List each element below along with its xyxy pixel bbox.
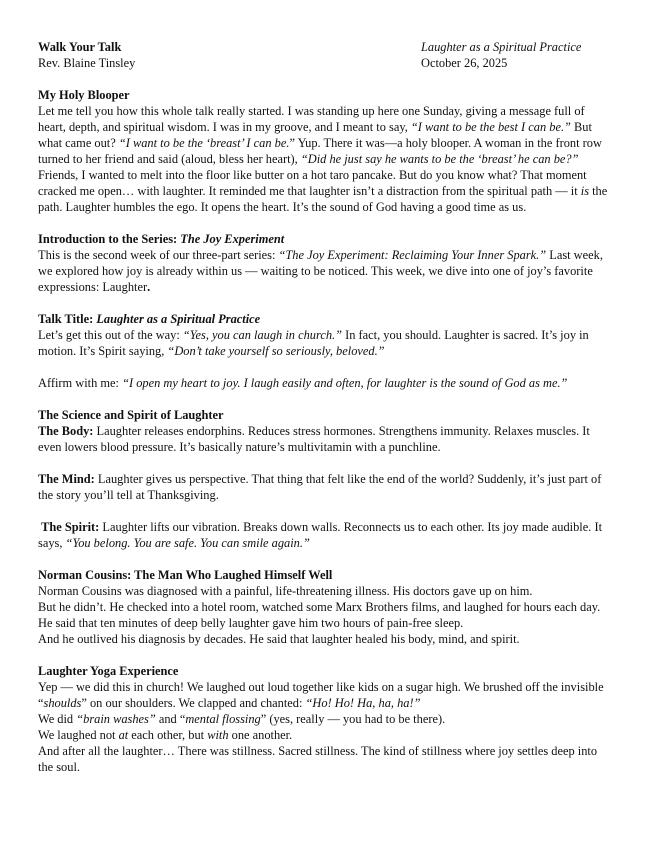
section-yoga — [38, 663, 613, 775]
section-intro — [38, 231, 613, 295]
paragraph-body: The Body: Laughter releases endorphins. Reduces stress hormones. Strengthens immunity. Relaxes muscles. It even lowers blood pressure. It’s basically nature’s multivitamin with a punchline. — [38, 424, 590, 454]
author-name: Rev. Blaine Tinsley — [38, 56, 136, 70]
section-heading: Norman Cousins: The Man Who Laughed Himself Well — [38, 568, 333, 582]
section-blooper — [38, 87, 613, 215]
section-heading: Talk Title: Laughter as a Spiritual Practice — [38, 312, 261, 326]
paragraph: This is the second week of our three-part series: “The Joy Experiment: Reclaiming Your Inner Spark.” Last week, we explored how joy is already within us — waiting to be noticed. This week, we dive into one of joy’s favorite expressions: Laughter. — [38, 248, 603, 294]
talk-date: October 26, 2025 — [421, 56, 508, 70]
section-heading: Laughter Yoga Experience — [38, 664, 179, 678]
section-heading: The Science and Spirit of Laughter — [38, 408, 224, 422]
paragraph: And after all the laughter… There was stillness. Sacred stillness. The kind of stillness where joy settles deep into the soul. — [38, 744, 598, 774]
paragraph: Let’s get this out of the way: “Yes, you can laugh in church.” In fact, you should. Laughter is sacred. It’s joy in motion. It’s Spirit saying, “Don’t take yourself so seriously, beloved.” — [38, 328, 589, 358]
series-title: Walk Your Talk — [38, 40, 122, 54]
paragraph: Yep — we did this in church! We laughed out loud together like kids on a sugar high. We brushed off the invisible “shoulds” on our shoulders. We clapped and chanted: “Ho! Ho! Ha, ha, ha!” — [38, 680, 604, 710]
paragraph: But he didn’t. He checked into a hotel room, watched some Marx Brothers films, and laughed for hours each day. He said that ten minutes of deep belly laughter gave him two hours of pain-free sleep. — [38, 600, 601, 630]
section-science — [38, 407, 613, 551]
affirmation: Affirm with me: “I open my heart to joy. I laugh easily and often, for laughter is the sound of God as me.” — [38, 376, 568, 390]
section-heading: My Holy Blooper — [38, 88, 130, 102]
paragraph: We did “brain washes” and “mental flossing” (yes, really — you had to be there). — [38, 712, 446, 726]
paragraph-spirit: The Spirit: Laughter lifts our vibration. Breaks down walls. Reconnects us to each other. Its joy made audible. It says, “You belong. You are safe. You can smile again.” — [38, 520, 603, 550]
section-heading: Introduction to the Series: The Joy Experiment — [38, 232, 285, 246]
paragraph: And he outlived his diagnosis by decades. He said that laughter healed his body, mind, and spirit. — [38, 632, 520, 646]
talk-subtitle: Laughter as a Spiritual Practice — [421, 40, 582, 54]
document-body — [38, 87, 613, 791]
paragraph: Norman Cousins was diagnosed with a painful, life-threatening illness. His doctors gave up on him. — [38, 584, 533, 598]
header-right — [421, 39, 581, 71]
section-talk-title — [38, 311, 613, 391]
paragraph: We laughed not at each other, but with one another. — [38, 728, 293, 742]
header-left — [38, 39, 135, 71]
paragraph-mind: The Mind: Laughter gives us perspective. That thing that felt like the end of the world? Suddenly, it’s just part of the story you’ll tell at Thanksgiving. — [38, 472, 602, 502]
section-cousins — [38, 567, 613, 647]
paragraph: Let me tell you how this whole talk really started. I was standing up here one Sunday, giving a message full of heart, depth, and spiritual wisdom. I was in my groove, and I meant to say, “I want to be the best I can be.” But what came out? “I want to be the ‘breast’ I can be.” Yup. There it was—a holy blooper. A woman in the front row turned to her friend and said (aloud, bless her heart), “Did he just say he wants to be the ‘breast’ he can be?” Friends, I wanted to melt into the floor like butter on a hot taro pancake. But do you know what? That moment cracked me open… with laughter. It reminded me that laughter isn’t a distraction from the spiritual path — it is the path. Laughter humbles the ego. It opens the heart. It’s the sound of God having a good time as us. — [38, 104, 608, 214]
